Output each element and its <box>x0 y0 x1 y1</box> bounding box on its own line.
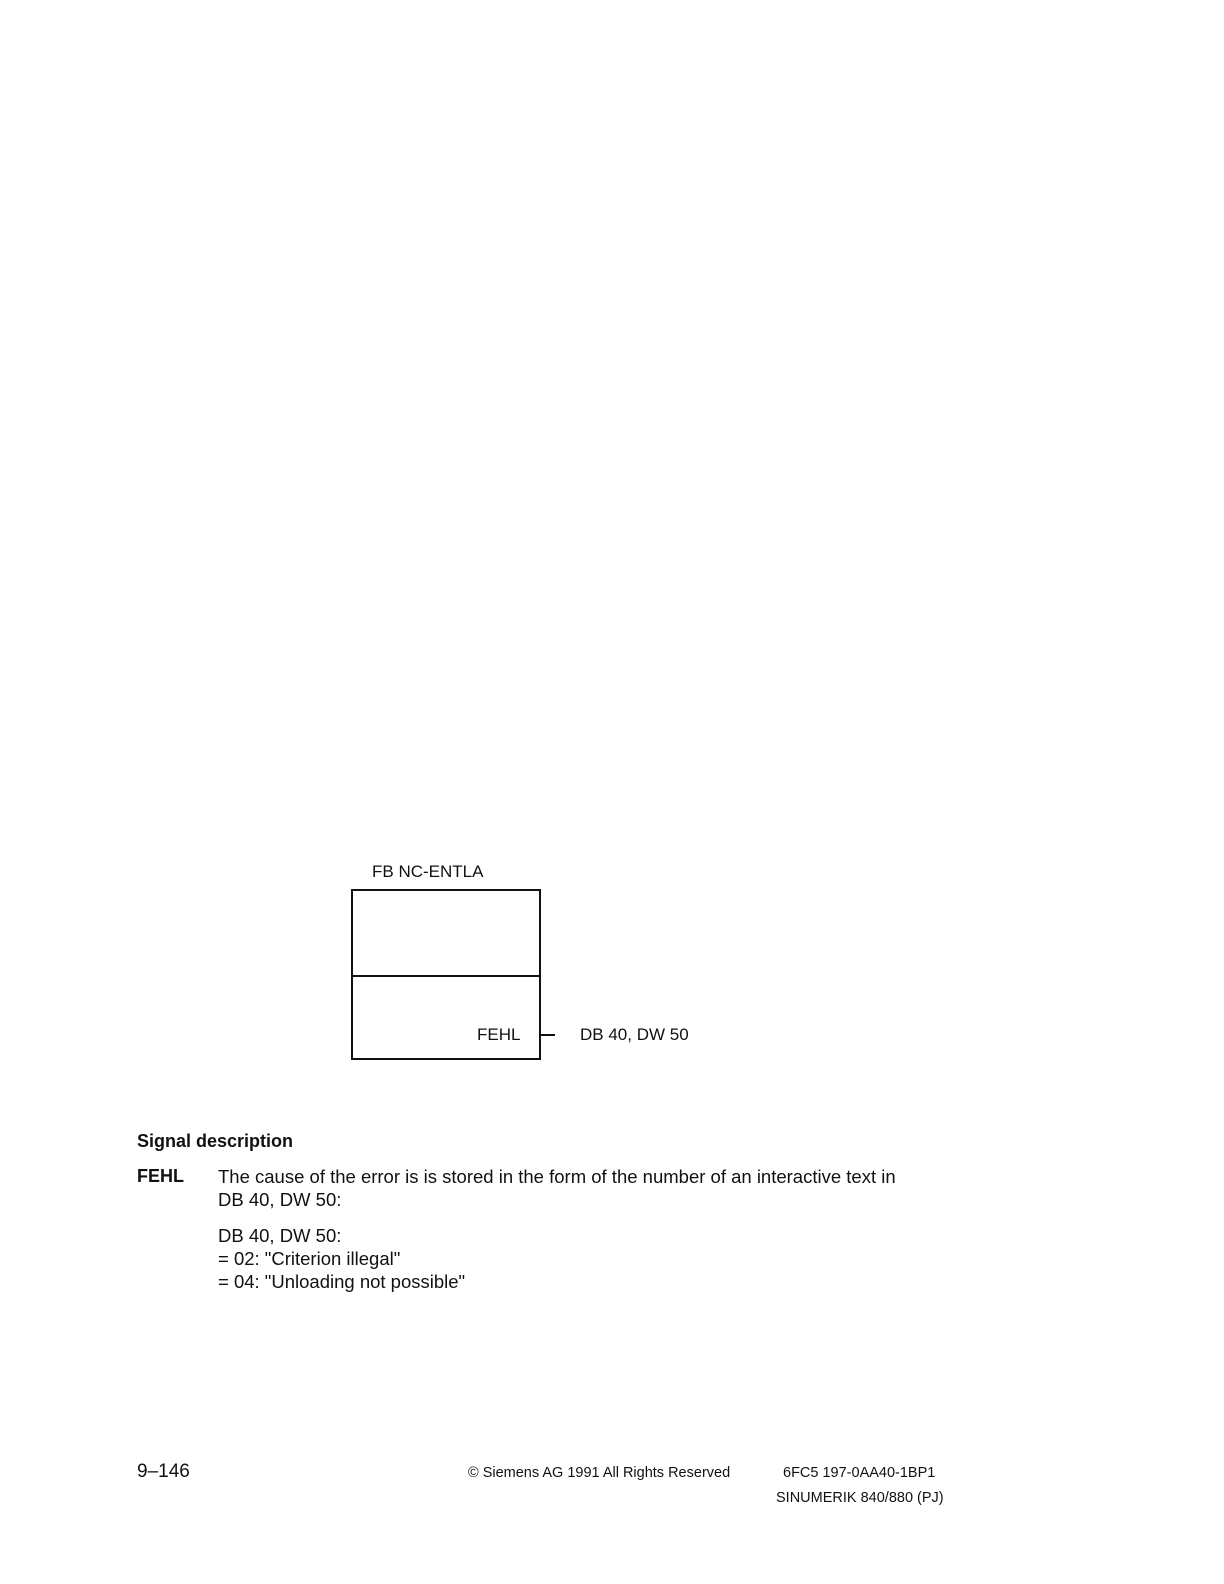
function-block-divider <box>353 975 539 977</box>
output-connector-line <box>539 1034 555 1036</box>
signal-description-heading: Signal description <box>137 1131 294 1151</box>
output-pin-label: FEHL <box>477 1025 521 1044</box>
signal-name: FEHL <box>137 1166 184 1186</box>
product-name: SINUMERIK 840/880 (PJ) <box>776 1490 944 1506</box>
signal-value-line: = 04: "Unloading not possible" <box>218 1271 466 1292</box>
function-block-title: FB NC-ENTLA <box>372 862 484 881</box>
signal-explanation <box>218 1165 896 1211</box>
output-target-label: DB 40, DW 50 <box>580 1025 689 1044</box>
page-number: 9–146 <box>137 1461 190 1482</box>
signal-values-list <box>218 1224 465 1293</box>
signal-explanation-line: The cause of the error is is stored in the form of the number of an interactive text in <box>218 1166 896 1187</box>
signal-explanation-line: DB 40, DW 50: <box>218 1189 342 1210</box>
order-number: 6FC5 197-0AA40-1BP1 <box>783 1465 936 1481</box>
copyright-notice: © Siemens AG 1991 All Rights Reserved <box>468 1465 731 1481</box>
signal-value-line: = 02: "Criterion illegal" <box>218 1248 401 1269</box>
signal-value-line: DB 40, DW 50: <box>218 1225 342 1246</box>
